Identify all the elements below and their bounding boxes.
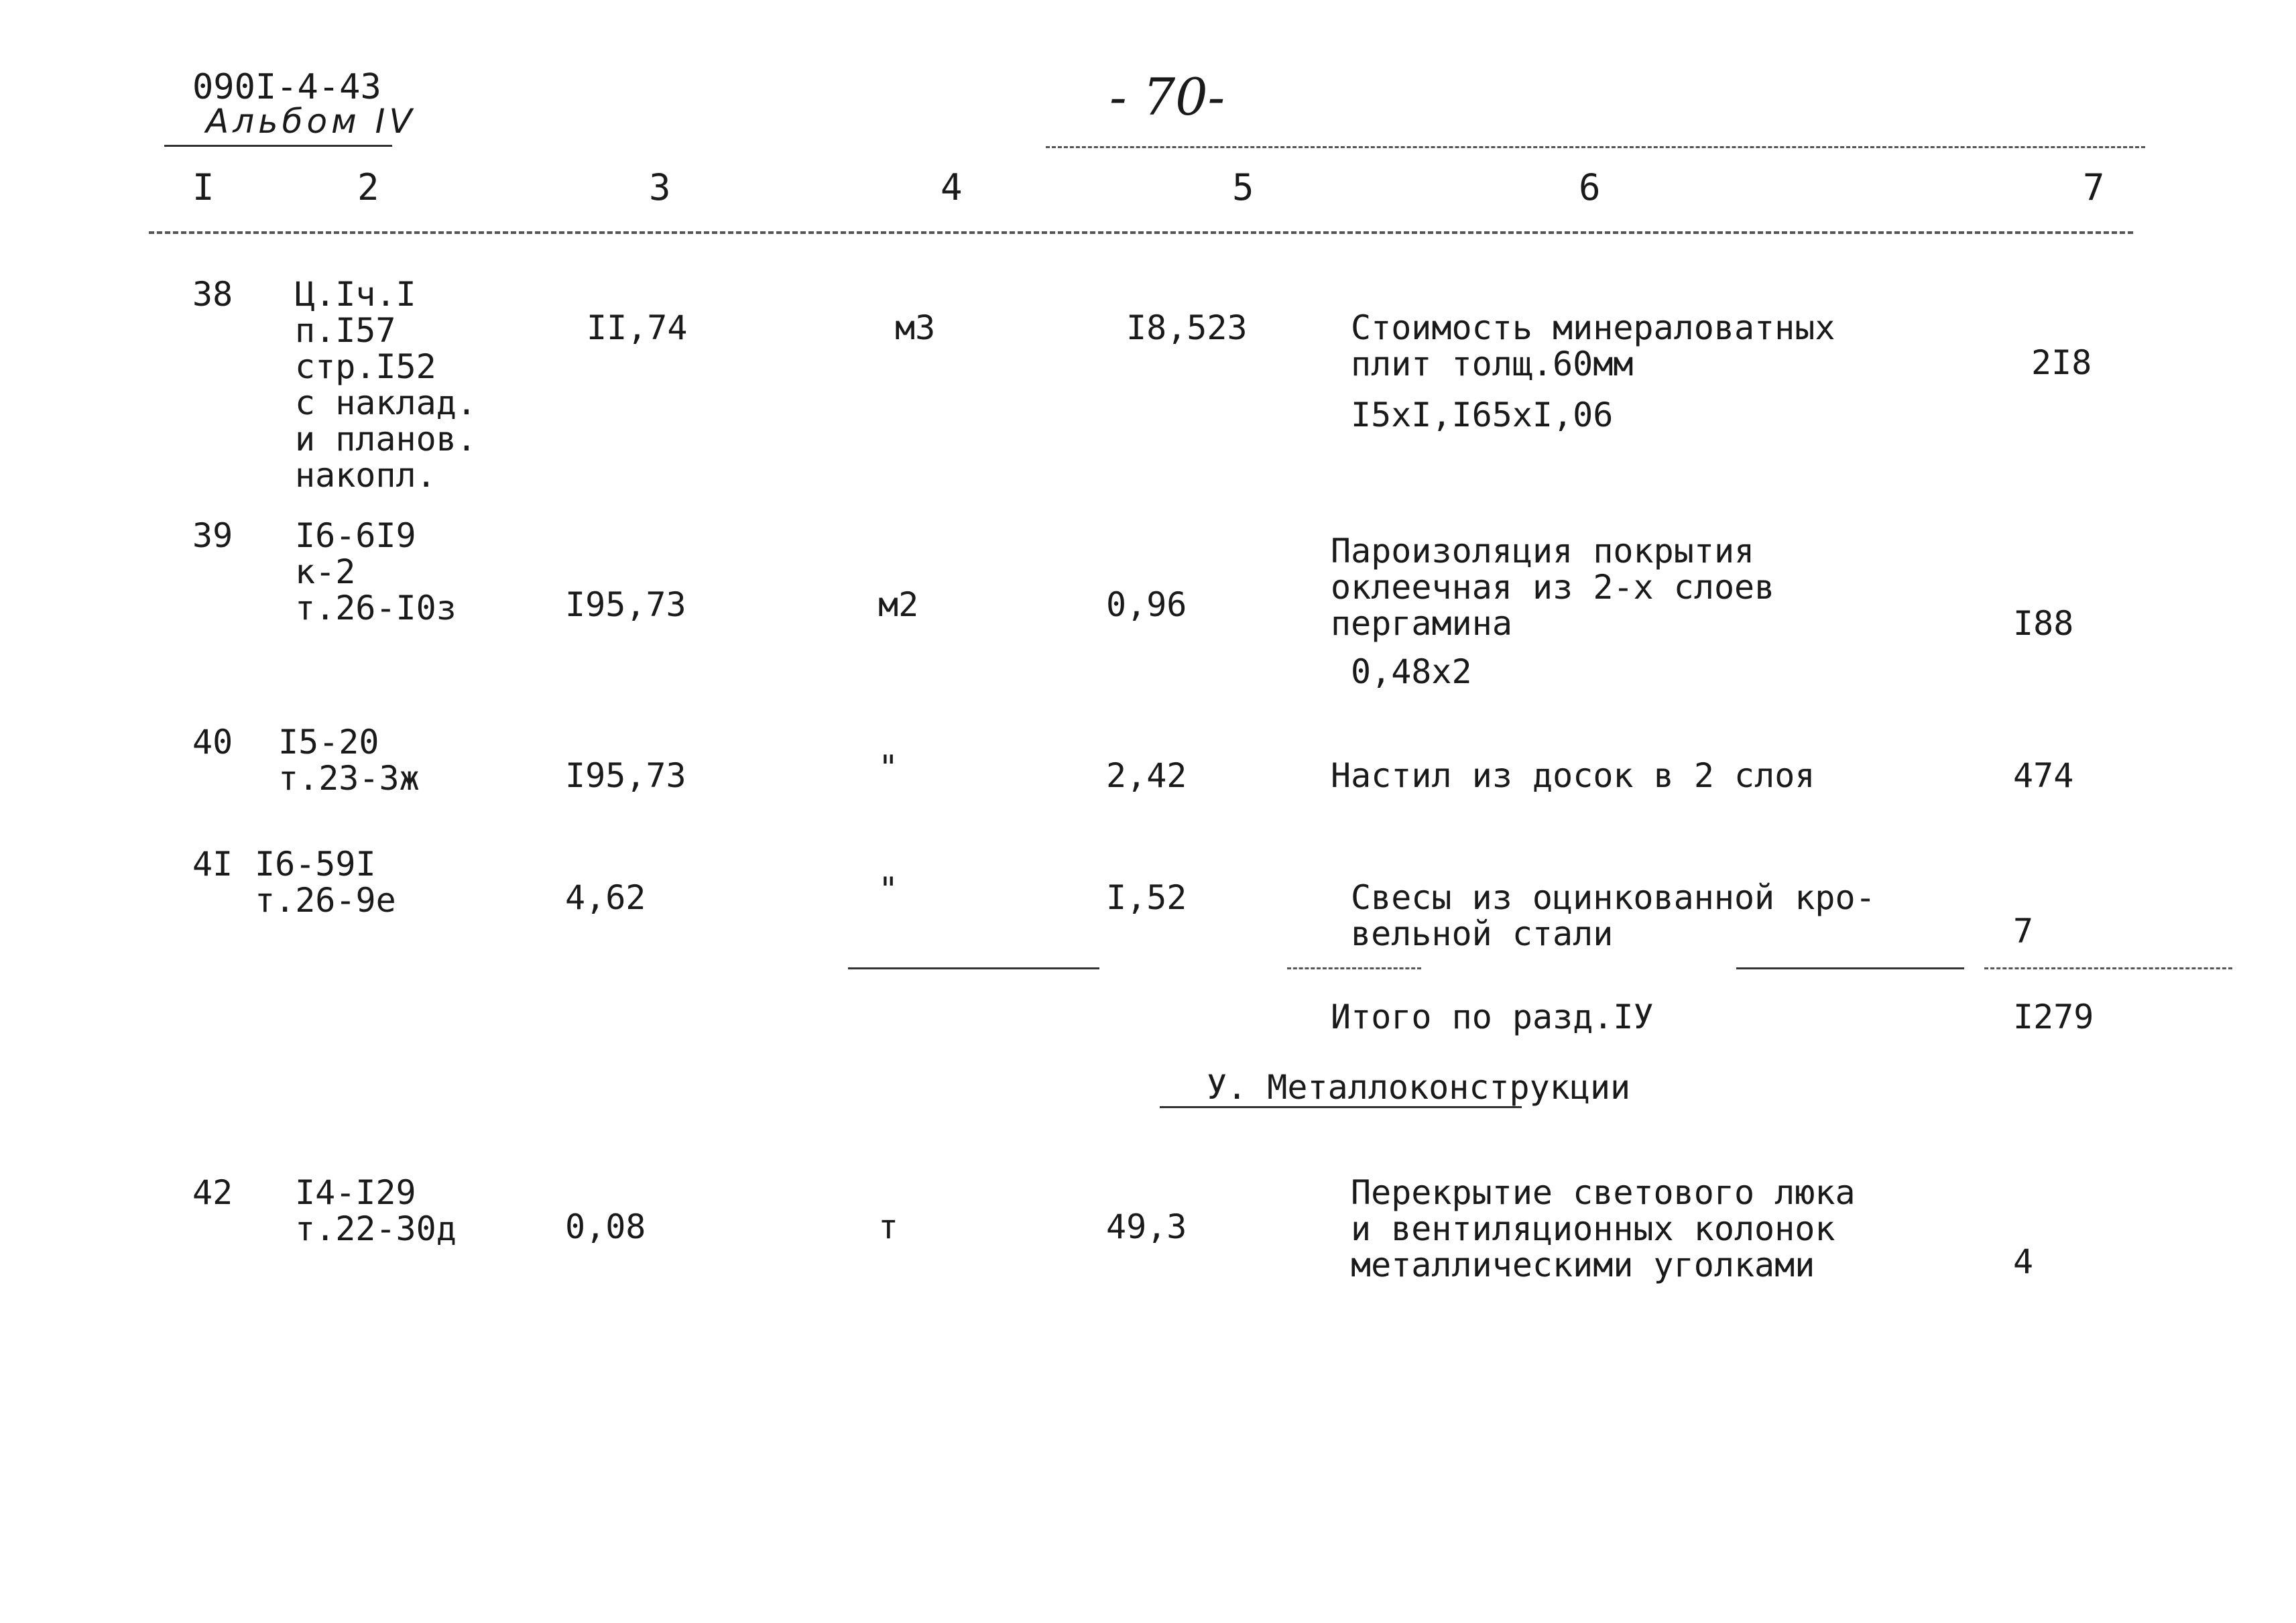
- row-reference: Ц.Iч.I п.I57 стр.I52 с наклад. и планов. накопл.: [295, 275, 477, 495]
- row-quantity: II,74: [587, 308, 688, 347]
- row-unit: м3: [895, 308, 936, 347]
- row-number: 38: [192, 275, 233, 314]
- album-label: Альбом IV: [206, 102, 416, 141]
- row-unit: м2: [878, 585, 919, 624]
- row-unit: ": [878, 748, 899, 787]
- row-description: Пароизоляция покрытия оклеечная из 2-х слоев пергамина: [1331, 532, 1775, 643]
- row-description: Стоимость минераловатных плит толщ.60мм: [1351, 308, 1835, 383]
- row-description: Свесы из оцинкованной кро- вельной стали: [1351, 878, 1876, 953]
- page-number: - 70-: [1109, 67, 1225, 127]
- col-header-4: 4: [941, 166, 963, 208]
- row-number: 4I: [192, 845, 233, 884]
- col-header-5: 5: [1232, 166, 1254, 208]
- row-number: 42: [192, 1173, 233, 1212]
- row-description: Перекрытие светового люка и вентиляционных колонок металлическими уголками: [1351, 1173, 1856, 1284]
- col-header-2: 2: [357, 166, 379, 208]
- row-description: Настил из досок в 2 слоя: [1331, 756, 1815, 795]
- header-rule: [149, 231, 2133, 234]
- col-header-6: 6: [1579, 166, 1601, 208]
- row-reference: I4-I29 т.22-30д: [295, 1173, 457, 1248]
- row-quantity: I95,73: [565, 585, 686, 624]
- section-heading-underline: [1160, 1106, 1522, 1108]
- row-reference: I5-20 т.23-3ж: [278, 723, 420, 798]
- subtotal-value: I279: [2013, 998, 2094, 1036]
- row-quantity: 4,62: [565, 878, 646, 917]
- col-header-7: 7: [2083, 166, 2105, 208]
- col-header-1: I: [192, 166, 215, 208]
- document-code: 090I-4-43: [192, 67, 381, 107]
- total-column-rule: [1736, 967, 1964, 969]
- row-total: 474: [2013, 756, 2074, 795]
- row-unit: ": [878, 870, 899, 909]
- top-dashed-rule: [1046, 146, 2145, 148]
- row-formula: 0,48x2: [1351, 652, 1472, 691]
- col-header-3: 3: [649, 166, 671, 208]
- row-quantity: I95,73: [565, 756, 686, 795]
- row-quantity: 0,08: [565, 1207, 646, 1246]
- album-underline: [164, 145, 392, 147]
- price-column-rule: [848, 967, 1099, 969]
- subtotal-label: Итого по разд.IУ: [1331, 998, 1654, 1036]
- row-unit: т: [878, 1207, 899, 1246]
- row-total: 4: [2013, 1242, 2034, 1281]
- row-price: 49,3: [1106, 1207, 1187, 1246]
- row-price: I8,523: [1126, 308, 1248, 347]
- section-heading: У. Металлоконструкции: [1207, 1068, 1631, 1107]
- row-number: 40: [192, 723, 233, 762]
- row-price: 2,42: [1106, 756, 1187, 795]
- row-formula: I5xI,I65xI,06: [1351, 396, 1614, 434]
- row-total: 2I8: [2031, 343, 2092, 382]
- total-column-rule-extension: [1984, 967, 2232, 969]
- row-number: 39: [192, 516, 233, 555]
- row-reference: I6-6I9 к-2 т.26-I0з: [295, 516, 457, 627]
- row-price: I,52: [1106, 878, 1187, 917]
- desc-column-rule: [1287, 967, 1421, 969]
- row-reference: I6-59I т.26-9е: [255, 845, 396, 920]
- row-total: 7: [2013, 912, 2034, 951]
- row-price: 0,96: [1106, 585, 1187, 624]
- row-total: I88: [2013, 604, 2074, 643]
